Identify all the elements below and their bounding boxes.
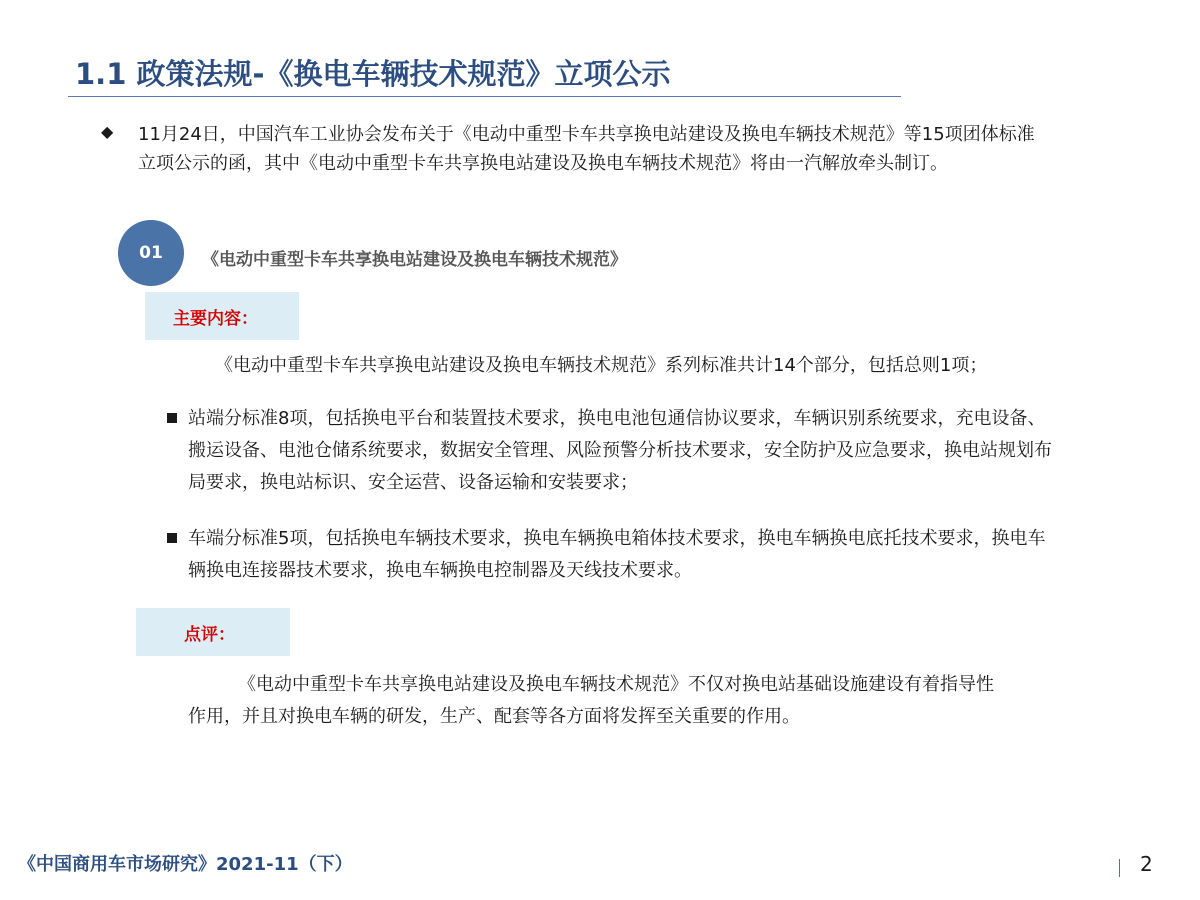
- review-label: 点评：: [136, 608, 290, 656]
- main-content-label: 主要内容：: [145, 292, 299, 340]
- section-heading: 《电动中重型卡车共享换电站建设及换电车辆技术规范》: [202, 250, 627, 270]
- list-item: 站端分标准8项，包括换电平台和装置技术要求，换电电池包通信协议要求，车辆识别系统要求，充电设备、搬运设备、电池仓储系统要求，数据安全管理、风险预警分析技术要求，安全防护及应急要求，换电站规划布局要求，换电站标识、安全运营、设备运输和安装要求；: [188, 408, 1052, 493]
- diamond-bullet-icon: ◆: [101, 122, 114, 141]
- footer-divider: [1119, 859, 1120, 877]
- footer-publication: 《中国商用车市场研究》2021-11（下）: [18, 854, 353, 875]
- square-bullet-icon: [167, 413, 177, 423]
- main-content-summary: 《电动中重型卡车共享换电站建设及换电车辆技术规范》系列标准共计14个部分，包括总则1项；: [215, 355, 988, 376]
- square-bullet-icon: [167, 533, 177, 543]
- page-title: 1.1 政策法规-《换电车辆技术规范》立项公示: [75, 57, 671, 91]
- section-number-badge: 01: [118, 220, 184, 286]
- page-number: 2: [1140, 852, 1153, 876]
- title-underline: [68, 96, 901, 97]
- review-paragraph: 《电动中重型卡车共享换电站建设及换电车辆技术规范》不仅对换电站基础设施建设有着指导性作用，并且对换电车辆的研发，生产、配套等各方面将发挥至关重要的作用。: [188, 674, 994, 727]
- list-item: 车端分标准5项，包括换电车辆技术要求，换电车辆换电箱体技术要求，换电车辆换电底托技术要求，换电车辆换电连接器技术要求，换电车辆换电控制器及天线技术要求。: [188, 528, 1046, 581]
- intro-paragraph: 11月24日，中国汽车工业协会发布关于《电动中重型卡车共享换电站建设及换电车辆技术规范》等15项团体标准立项公示的函，其中《电动中重型卡车共享换电站建设及换电车辆技术规范》将由一汽解放牵头制订。: [138, 124, 1035, 174]
